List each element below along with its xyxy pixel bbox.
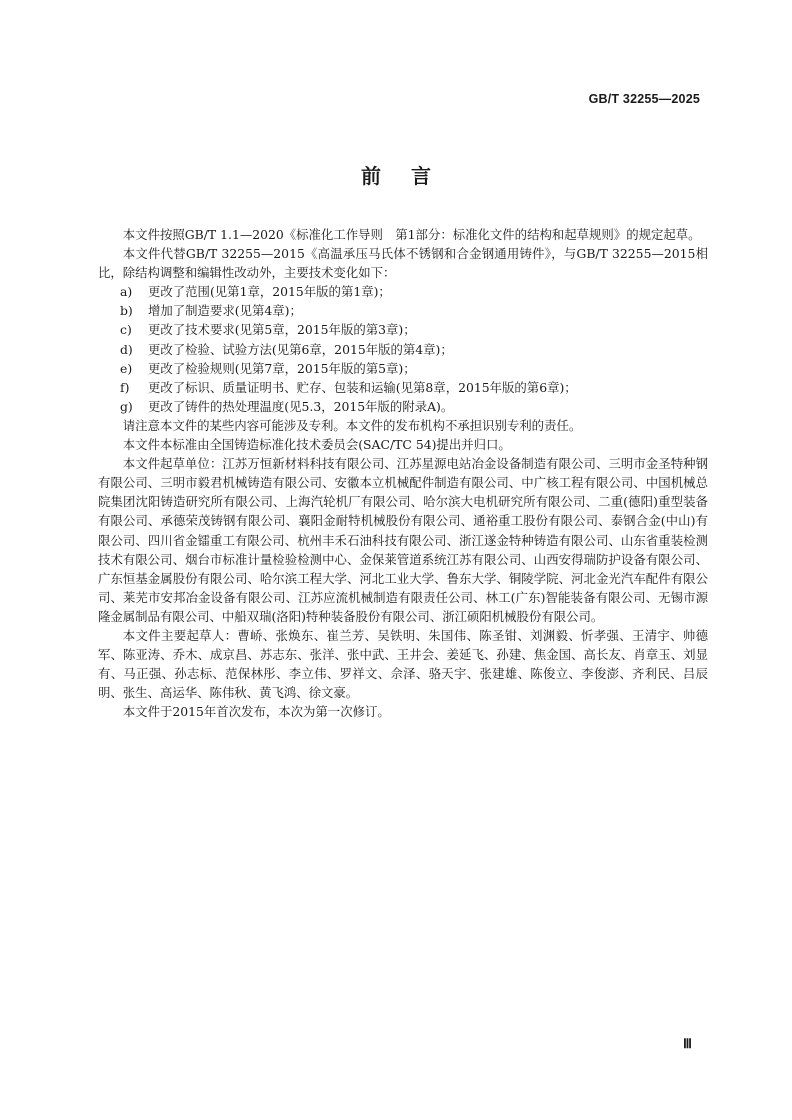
page-number: Ⅲ bbox=[683, 1036, 692, 1051]
document-body bbox=[98, 225, 708, 721]
paragraph-drafting-units: 本文件起草单位：江苏万恒新材料科技有限公司、江苏星源电站冶金设备制造有限公司、三明市金圣特种钢有限公司、三明市毅君机械铸造有限公司、安徽本立机械配件制造有限公司、中广核工程有限公司、中国机械总院集团沈阳铸造研究所有限公司、上海汽轮机厂有限公司、哈尔滨大电机研究所有限公司、二重(德阳)重型装备有限公司、承德荣茂铸钢有限公司、襄阳金耐特机械股份有限公司、通裕重工股份有限公司、泰钢合金(中山)有限公司、四川省金镭重工有限公司、杭州丰禾石油科技有限公司、浙江遂金特种铸造有限公司、山东省重装检测技术有限公司、烟台市标准计量检验检测中心、金保莱管道系统江苏有限公司、山西安得瑞防护设备有限公司、广东恒基金属股份有限公司、哈尔滨工程大学、河北工业大学、鲁东大学、铜陵学院、河北金光汽车配件有限公司、莱芜市安邦冶金设备有限公司、江苏应流机械制造有限责任公司、林工(广东)智能装备有限公司、无锡市源隆金属制品有限公司、中船双瑞(洛阳)特种装备股份有限公司、浙江硕阳机械股份有限公司。 bbox=[98, 456, 708, 624]
list-item-text: 更改了检验规则(见第7章，2015年版的第5章)； bbox=[148, 360, 416, 376]
paragraph-patent-notice: 请注意本文件的某些内容可能涉及专利。本文件的发布机构不承担识别专利的责任。 bbox=[122, 417, 582, 433]
list-marker: f) bbox=[120, 379, 130, 395]
list-item-text: 更改了范围(见第1章，2015年版的第1章)； bbox=[148, 284, 391, 300]
list-item-text: 更改了检验、试验方法(见第6章，2015年版的第4章)； bbox=[148, 341, 453, 357]
list-marker: a) bbox=[120, 284, 133, 300]
list-item bbox=[98, 397, 708, 416]
list-item-text: 增加了制造要求(见第4章)； bbox=[148, 303, 302, 319]
list-marker: b) bbox=[120, 303, 133, 319]
list-marker: c) bbox=[120, 322, 132, 338]
list-item-text: 更改了铸件的热处理温度(见5.3，2015年版的附录A)。 bbox=[148, 398, 454, 414]
list-marker: g) bbox=[120, 398, 133, 414]
list-item bbox=[98, 301, 708, 320]
list-item bbox=[98, 378, 708, 397]
page-title: 前言 bbox=[361, 164, 461, 188]
standard-number: GB/T 32255—2025 bbox=[588, 92, 700, 106]
list-item-text: 更改了技术要求(见第5章，2015年版的第3章)； bbox=[148, 322, 416, 338]
paragraph-drafting-rules: 本文件按照GB/T 1.1—2020《标准化工作导则 第1部分：标准化文件的结构和起草规则》的规定起草。 bbox=[122, 227, 701, 242]
list-item bbox=[98, 282, 708, 301]
paragraph-replacement: 本文件代替GB/T 32255—2015《高温承压马氏体不锈钢和合金钢通用铸件》，与GB/T 32255—2015相比，除结构调整和编辑性改动外，主要技术变化如下： bbox=[98, 246, 708, 281]
paragraph-proposer: 本文件本标准由全国铸造标准化技术委员会(SAC/TC 54)提出并归口。 bbox=[122, 437, 511, 453]
list-item bbox=[98, 340, 708, 359]
paragraph-publication-history: 本文件于2015年首次发布，本次为第一次修订。 bbox=[122, 704, 390, 720]
list-item-text: 更改了标识、质量证明书、贮存、包装和运输(见第8章，2015年版的第6章)； bbox=[148, 379, 577, 395]
changes-list bbox=[98, 282, 708, 416]
list-item bbox=[98, 320, 708, 339]
list-marker: e) bbox=[120, 360, 133, 376]
list-item bbox=[98, 359, 708, 378]
list-marker: d) bbox=[120, 341, 133, 357]
paragraph-drafters: 本文件主要起草人：曹峤、张焕东、崔兰芳、吴铁明、朱国伟、陈圣钳、刘渊毅、忻孝强、王清宇、帅德军、陈亚涛、乔木、成京昌、苏志东、张洋、张中武、王井会、姜延飞、孙建、焦金国、高长友、肖章玉、刘显有、马正强、孙志标、范保林彤、李立伟、罗祥文、佘泽、骆天宇、张建雄、陈俊立、李俊澎、齐利民、吕辰明、张生、高运华、陈伟秋、黄飞鸿、徐文豪。 bbox=[98, 627, 708, 701]
